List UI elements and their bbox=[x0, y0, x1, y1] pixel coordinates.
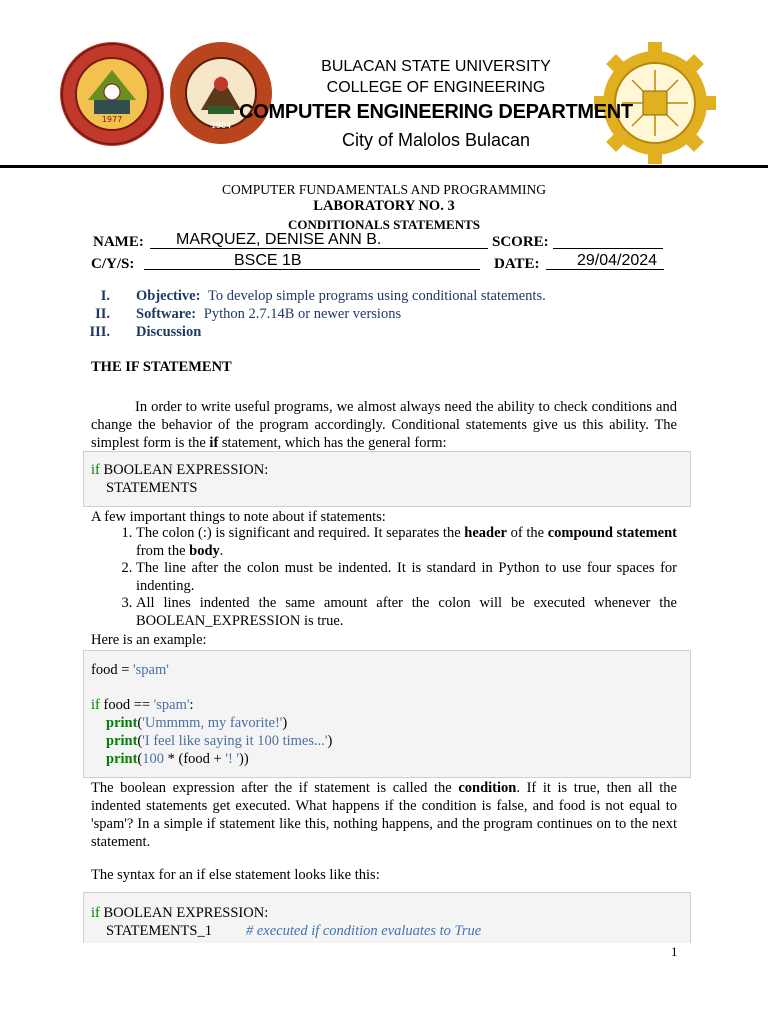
notes-intro: A few important things to note about if statements: bbox=[91, 509, 386, 525]
outline-label: Software: bbox=[136, 306, 197, 322]
date-value[interactable]: 29/04/2024 bbox=[577, 252, 658, 269]
section-heading: THE IF STATEMENT bbox=[91, 359, 232, 375]
example-intro: Here is an example: bbox=[91, 632, 207, 648]
code-keyword: print bbox=[106, 715, 138, 731]
cys-label: C/Y/S: bbox=[91, 256, 135, 272]
notes-list bbox=[91, 525, 677, 630]
code-block-example: food = 'spam' if food == 'spam': print('Ummmm, my favorite!') print('I feel like saying it 100 times...') print(100 * (food + '! ')) bbox=[83, 650, 691, 778]
code-string: '! ' bbox=[225, 751, 240, 767]
outline-text: To develop simple programs using conditional statements. bbox=[208, 288, 546, 304]
intro-text-end: statement, which has the general form: bbox=[218, 435, 447, 451]
code-comment: # executed if condition evaluates to True bbox=[245, 923, 482, 939]
code-string: 'spam' bbox=[153, 697, 190, 713]
code-keyword: print bbox=[106, 751, 138, 767]
name-value[interactable]: MARQUEZ, DENISE ANN B. bbox=[176, 231, 382, 248]
if-else-intro: The syntax for an if else statement looks like this: bbox=[91, 867, 380, 883]
code-keyword: if bbox=[91, 462, 100, 478]
seal-left-year: 1977 bbox=[101, 115, 123, 124]
score-label: SCORE: bbox=[492, 234, 549, 250]
intro-bold: if bbox=[209, 435, 219, 451]
code-text: food = bbox=[91, 662, 134, 678]
code-string: 'I feel like saying it 100 times...' bbox=[142, 733, 328, 749]
code-keyword: if bbox=[91, 905, 100, 921]
lab-topic: CONDITIONALS STATEMENTS bbox=[287, 217, 481, 232]
outline-num: I. bbox=[100, 288, 110, 304]
code-number: 100 bbox=[142, 751, 165, 767]
code-line: STATEMENTS bbox=[106, 480, 198, 496]
code-text: * (food + bbox=[164, 751, 226, 767]
header-divider bbox=[0, 165, 768, 168]
code-keyword: if bbox=[91, 697, 100, 713]
outline-label: Discussion bbox=[136, 324, 202, 340]
code-block-if-else bbox=[83, 892, 691, 943]
score-underline bbox=[553, 248, 663, 249]
department-name: COMPUTER ENGINEERING DEPARTMENT bbox=[239, 101, 633, 123]
cys-underline bbox=[144, 269, 480, 270]
code-text: food == bbox=[99, 697, 154, 713]
date-label: DATE: bbox=[494, 256, 540, 272]
code-line: BOOLEAN EXPRESSION: bbox=[99, 905, 269, 921]
lab-number: LABORATORY NO. 3 bbox=[313, 198, 455, 214]
outline-text: Python 2.7.14B or newer versions bbox=[203, 306, 402, 322]
intro-paragraph bbox=[91, 398, 677, 452]
intro-text: In order to write useful programs, we almost always need the ability to check conditions and change the behavior of the program accordingly. Conditional statements give us this ability. The simplest form is the bbox=[91, 399, 677, 451]
code-line: STATEMENTS_1 bbox=[106, 923, 212, 939]
code-string: 'Ummmm, my favorite!' bbox=[142, 715, 283, 731]
code-block-general-form bbox=[83, 451, 691, 507]
code-keyword: print bbox=[106, 733, 138, 749]
city-name: City of Malolos Bulacan bbox=[341, 130, 531, 150]
course-title: COMPUTER FUNDAMENTALS AND PROGRAMMING bbox=[221, 182, 547, 197]
seal-mid-year: 1904 bbox=[210, 121, 232, 130]
list-item: 3. All lines indented the same amount after the colon will be executed whenever the BOOLEAN_EXPRESSION is true. bbox=[136, 595, 677, 630]
college-name: COLLEGE OF ENGINEERING bbox=[326, 79, 546, 96]
code-string: 'spam' bbox=[133, 662, 169, 678]
list-item: 1. The colon (:) is significant and required. It separates the header of the compound statement from the body. bbox=[136, 525, 677, 560]
outline-label: Objective: bbox=[136, 288, 201, 304]
outline-num: II. bbox=[95, 306, 110, 322]
university-name: BULACAN STATE UNIVERSITY bbox=[321, 58, 551, 75]
code-text: : bbox=[189, 697, 194, 713]
cys-value[interactable]: BSCE 1B bbox=[234, 252, 302, 269]
code-line: BOOLEAN EXPRESSION: bbox=[99, 462, 269, 478]
code-text: )) bbox=[239, 751, 249, 767]
outline-num: III. bbox=[89, 324, 110, 340]
list-item: 2. The line after the colon must be indented. It is standard in Python to use four spaces for indenting. bbox=[136, 560, 677, 595]
condition-paragraph: The boolean expression after the if statement is called the condition. If it is true, then all the indented statements get executed. What happens if the condition is false, and food is not equal to 'spam'? In a simple if statement like this, nothing happens, and the program continues on to the next statement. bbox=[91, 780, 677, 850]
page-number: 1 bbox=[671, 944, 678, 959]
name-label: NAME: bbox=[93, 234, 144, 250]
